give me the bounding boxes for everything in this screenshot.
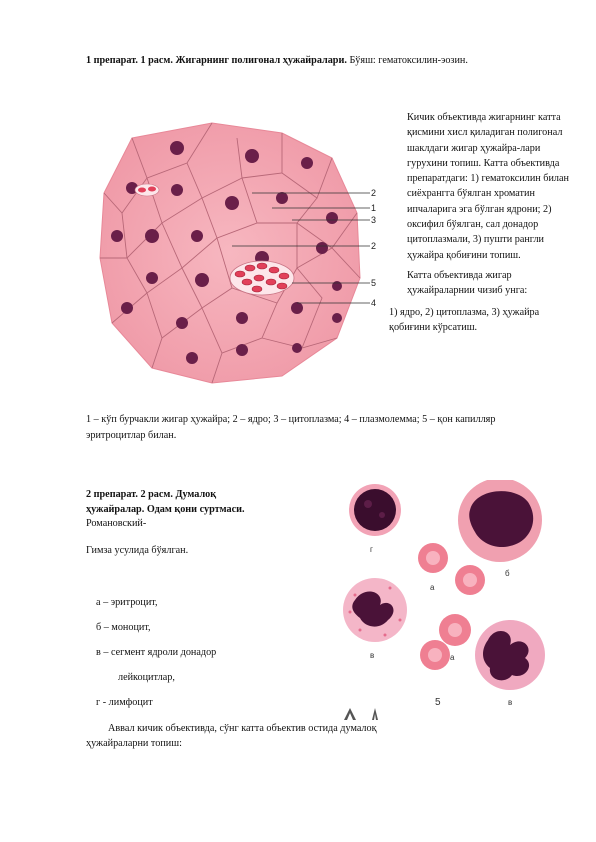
blood-cells-figure: [330, 480, 570, 730]
section1-paragraph-1: Кичик объективда жигарнинг катта қисмини хисл қиладиган полигонал шаклдаги жигар ҳужайра-лари гурухини топиш. Катта объективда препаратдаги: 1) гематоксилин билан сиёхрангга бўялган хроматин ипчаларига эга бўлган ядрони; 2) оксифил бўялган, сал донадор цитоплазмали, 3) пушти рангли ҳужайра қобиғини топиш.: [407, 112, 569, 261]
figure1-label-capillary: 5: [371, 278, 377, 288]
section1-description: [389, 110, 569, 335]
figure1-labels: [371, 188, 376, 308]
erythrocytes: [418, 543, 485, 670]
section2-heading-line2: ҳужайралар. Одам қони суртмаси.: [86, 503, 245, 515]
figure2-label-a-2: а: [450, 653, 455, 662]
small-marker-icons: [344, 708, 378, 720]
lymphocyte: [349, 484, 401, 536]
figure2-label-g: г: [370, 545, 373, 554]
section1-heading-title: 1 препарат. 1 расм. Жигарнинг полигонал ҳужайралари.: [86, 55, 347, 66]
figure2-label-5: 5: [435, 697, 441, 708]
list-item: в – сегмент ядроли донадор: [96, 647, 217, 658]
granulocyte-left: [343, 578, 407, 642]
figure1-label-cell: 1: [371, 203, 377, 213]
figure2-label-a-1: а: [430, 583, 435, 592]
section2-heading: [86, 488, 316, 532]
section1-paragraph-3: 1) ядро, 2) цитоплазма, 3) ҳужайра қобиғини кўрсатиш.: [389, 306, 540, 333]
section2-stain-line: Гимза усулида бўялган.: [86, 545, 189, 556]
figure1-label-nucleus-2: 2: [371, 241, 377, 251]
list-item: б – моноцит,: [96, 622, 151, 633]
list-item: а – эритроцит,: [96, 597, 158, 608]
section1-paragraph-2: Катта объективда жигар ҳужайраларнии чизиб унга:: [407, 269, 528, 297]
section2-footer-text: Аввал кичик объективда, сўнг катта объектив остида думалоқ ҳужайраларни топиш:: [86, 723, 377, 749]
section2-heading-line1: 2 препарат. 2 расм. Думалоқ: [86, 489, 217, 500]
liver-cells-figure: [92, 118, 382, 388]
monocyte: [458, 480, 542, 562]
list-item: г - лимфоцит: [96, 697, 153, 708]
figure1-legend: 1 – кўп бурчакли жигар ҳужайра; 2 – ядро; 3 – цитоплазма; 4 – плазмолемма; 5 – қон капилляр эритроцитлар билан.: [86, 414, 496, 441]
figure2-label-b: б: [505, 569, 510, 578]
section2-heading-line3: Романовский-: [86, 518, 147, 529]
figure1-label-plasmolemma: 4: [371, 298, 377, 308]
figure1-label-nucleus: 2: [371, 188, 377, 198]
section1-heading: [86, 55, 556, 66]
list-item: лейкоцитлар,: [118, 672, 175, 683]
figure2-label-v-1: в: [370, 651, 375, 660]
figure2-label-v-2: в: [508, 698, 513, 707]
figure1-label-cytoplasm: 3: [371, 215, 377, 225]
section1-heading-stain: Бўяш: гематоксилин-эозин.: [346, 55, 468, 66]
granulocyte-right: [475, 620, 545, 690]
